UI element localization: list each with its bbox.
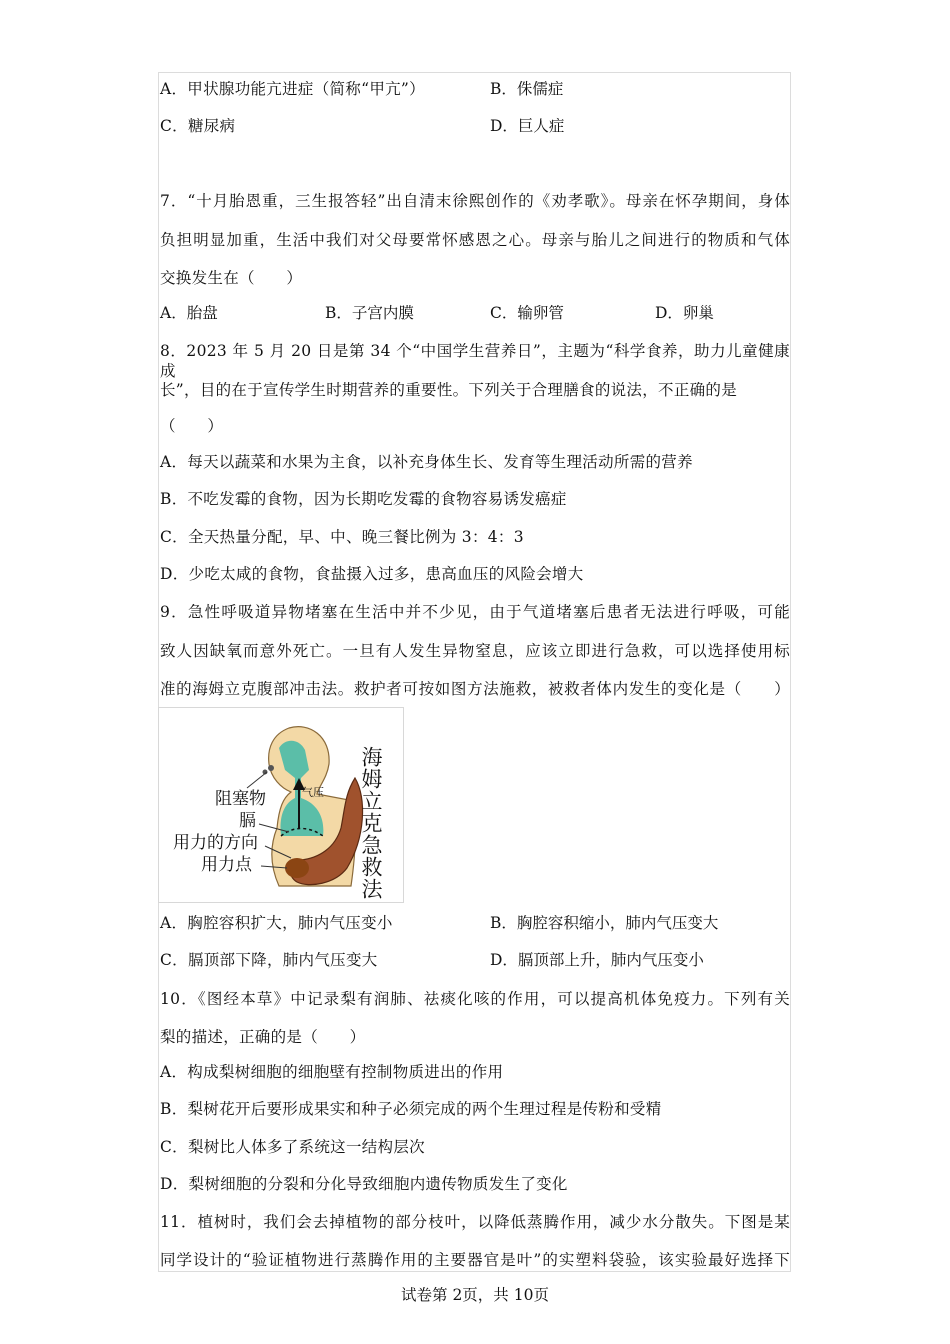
figure-title: 海姆立克急救法 (359, 746, 383, 900)
q6-option-b: B．侏儒症 (490, 80, 564, 98)
q9-option-a: A．胸腔容积扩大，肺内气压变小 (160, 914, 393, 932)
q8-stem-line3: （ ） (160, 417, 224, 435)
label-diaphragm: 膈 (239, 811, 256, 831)
q7-stem-line3: 交换发生在（ ） (160, 269, 303, 287)
q8-stem-line1: 8．2023 年 5 月 20 日是第 34 个“中国学生营养日”，主题为“科学食养，助力儿童健康成 (160, 342, 790, 380)
q8-option-a: A．每天以蔬菜和水果为主食，以补充身体生长、发育等生理活动所需的营养 (160, 453, 693, 471)
q9-option-b: B．胸腔容积缩小，肺内气压变大 (490, 914, 719, 932)
obstruction-dot (268, 765, 274, 771)
q11-stem-line2: 同学设计的“验证植物进行蒸腾作用的主要器官是叶”的实塑料袋验，该实验最好选择下 (160, 1251, 790, 1269)
label-direction: 用力的方向 (173, 833, 258, 853)
q6-option-d: D．巨人症 (490, 117, 565, 135)
q8-option-c: C．全天热量分配，早、中、晚三餐比例为 3：4：3 (160, 528, 524, 546)
q11-stem-line1: 11．植树时，我们会去掉植物的部分枝叶，以降低蒸腾作用，减少水分散失。下图是某 (160, 1213, 790, 1231)
q7-option-a: A．胎盘 (160, 304, 218, 322)
q9-option-d: D．膈顶部上升，肺内气压变小 (490, 951, 704, 969)
q10-stem-line1: 10．《图经本草》中记录梨有润肺、祛痰化咳的作用，可以提高机体免疫力。下列有关 (160, 990, 790, 1008)
q10-option-b: B．梨树花开后要形成果实和种子必须完成的两个生理过程是传粉和受精 (160, 1100, 662, 1118)
q7-option-d: D．卵巢 (655, 304, 714, 322)
q8-stem-line2: 长”，目的在于宣传学生时期营养的重要性。下列关于合理膳食的说法，不正确的是 (160, 381, 738, 399)
label-obstruction: 阻塞物 (215, 789, 266, 809)
label-point: 用力点 (201, 855, 252, 875)
q9-stem-line3: 准的海姆立克腹部冲击法。救护者可按如图方法施救，被救者体内发生的变化是（ ） (160, 680, 790, 698)
rescuer-fist (285, 858, 309, 878)
q6-option-c: C．糖尿病 (160, 117, 236, 135)
q10-option-d: D．梨树细胞的分裂和分化导致细胞内遗传物质发生了变化 (160, 1175, 568, 1193)
q10-stem-line2: 梨的描述，正确的是（ ） (160, 1028, 366, 1046)
q7-option-b: B．子宫内膜 (325, 304, 414, 322)
q9-option-c: C．膈顶部下降，肺内气压变大 (160, 951, 378, 969)
q7-option-c: C．输卵管 (490, 304, 564, 322)
q9-stem-line1: 9．急性呼吸道异物堵塞在生活中并不少见，由于气道堵塞后患者无法进行呼吸，可能 (160, 603, 790, 621)
q9-stem-line2: 致人因缺氧而意外死亡。一旦有人发生异物窒息，应该立即进行急救，可以选择使用标 (160, 642, 790, 660)
q8-option-d: D．少吃太咸的食物，食盐摄入过多，患高血压的风险会增大 (160, 565, 584, 583)
heimlich-figure (158, 707, 404, 903)
q10-option-c: C．梨树比人体多了系统这一结构层次 (160, 1138, 425, 1156)
q8-option-b: B．不吃发霉的食物，因为长期吃发霉的食物容易诱发癌症 (160, 490, 567, 508)
page-footer: 试卷第 2页，共 10页 (401, 1286, 549, 1304)
q6-option-a: A．甲状腺功能亢进症（简称“甲亢”） (160, 80, 425, 98)
label-pressure: 气压 (302, 786, 324, 799)
page-frame (158, 72, 791, 1272)
leader-obstruction (247, 772, 267, 788)
q7-stem-line1: 7．“十月胎恩重，三生报答轻”出自清末徐熙创作的《劝孝歌》。母亲在怀孕期间，身体 (160, 192, 790, 210)
q10-option-a: A．构成梨树细胞的细胞壁有控制物质进出的作用 (160, 1063, 504, 1081)
q7-stem-line2: 负担明显加重，生活中我们对父母要常怀感恩之心。母亲与胎儿之间进行的物质和气体 (160, 231, 790, 249)
